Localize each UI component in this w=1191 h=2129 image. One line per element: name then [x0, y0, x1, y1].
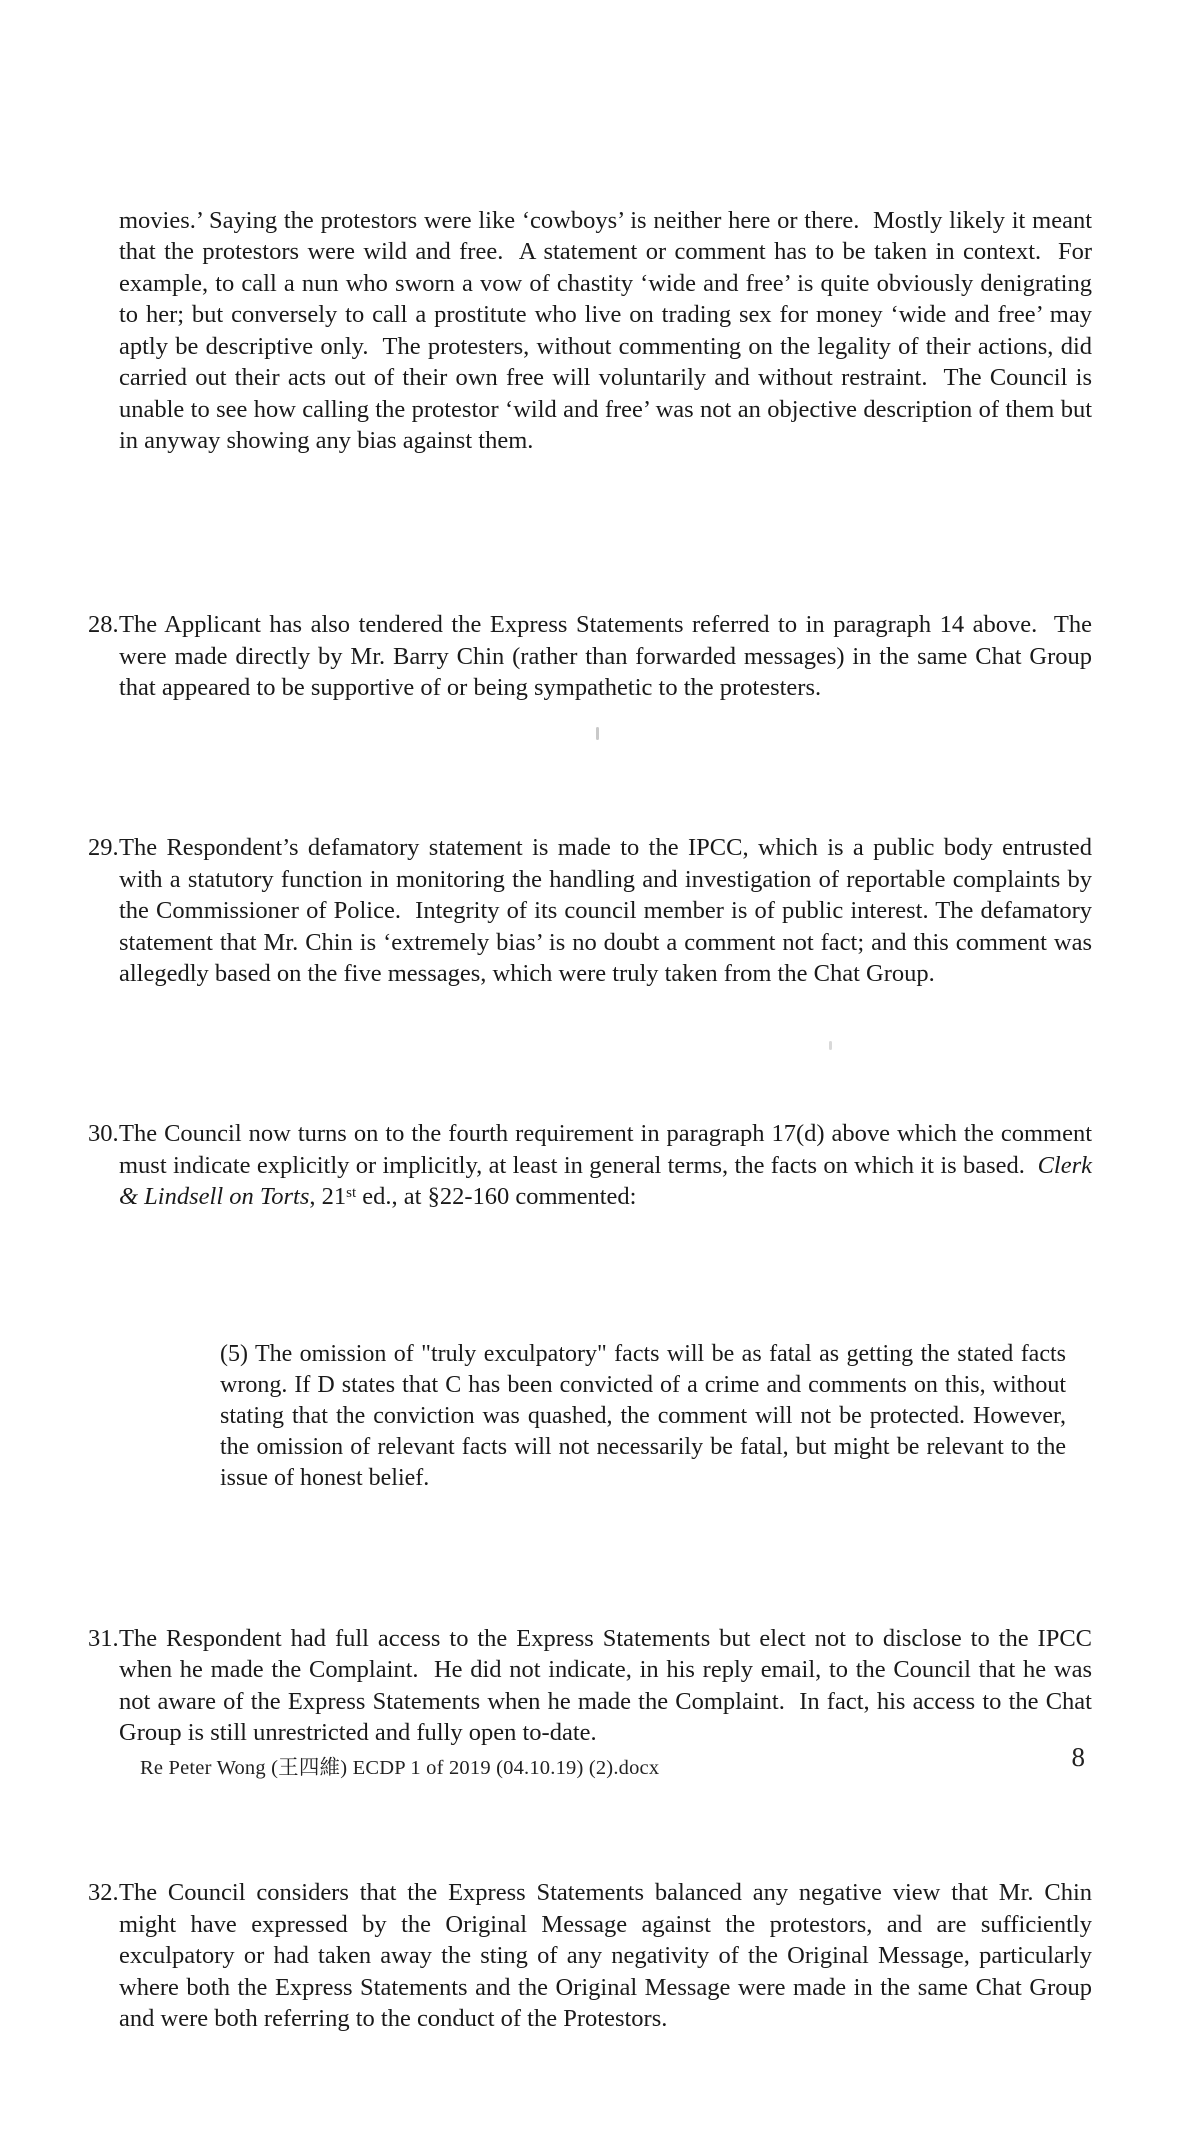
scan-artifact [596, 727, 599, 740]
paragraph-text-segment: ed., at §22-160 commented: [356, 1183, 637, 1210]
paragraph-text: The Respondent’s defamatory statement is made to the IPCC, which is a public body entrusted with a statutory function in monitoring the handling and investigation of reportable complaints by the Commissioner of Police. Integrity of its council member is of public interest. The defamatory statement that Mr. Chin is ‘extremely bias’ is no doubt a comment not fact; and this comment was allegedly based on the five messages, which were truly taken from the Chat Group. [119, 834, 1099, 987]
scan-artifact [829, 1041, 832, 1050]
case-citation-italic: Clerk & Lindsell on Torts [119, 1151, 1099, 1210]
paragraph-29 [88, 832, 1099, 990]
paragraph-31 [88, 1623, 1099, 1749]
document-body [88, 110, 1099, 2129]
paragraph-text [119, 1118, 1099, 1213]
paragraph-text: The Council considers that the Express Statements balanced any negative view that Mr. Chin might have expressed by the Original Message against the protestors, and are sufficiently exculpatory or had taken away the sting of any negativity of the Original Message, particularly where both the Express Statements and the Original Message were made in the same Chat Group and were both referring to the conduct of the Protestors. [119, 1879, 1099, 2032]
paragraph-continuation: movies.’ Saying the protestors were like ‘cowboys’ is neither here or there. Mostly likely it meant that the protestors were wild and free. A statement or comment has to be taken in context. For example, to call a nun who sworn a vow of chastity ‘wide and free’ is quite obviously denigrating to her; but conversely to call a prostitute who live on trading sex for money ‘wide and free’ may aptly be descriptive only. The protesters, without commenting on the legality of their actions, did carried out their acts out of their own free will voluntarily and without restraint. The Council is unable to see how calling the protestor ‘wild and free’ was not an objective description of them but in anyway showing any bias against them. [119, 206, 1099, 454]
paragraph-number: 30. [88, 1120, 119, 1147]
paragraph-text-segment: The Council now turns on to the fourth requirement in paragraph 17(d) above which the comment must indicate explicitly or implicitly, at least in general terms, the facts on which it is based. [119, 1120, 1099, 1179]
paragraph-number: 31. [88, 1624, 119, 1652]
footer-document-reference: Re Peter Wong (王四維) ECDP 1 of 2019 (04.10.19) (2).docx [140, 1757, 660, 1779]
paragraph-number: 28. [88, 611, 119, 638]
ordinal-superscript: st [346, 1185, 357, 1201]
paragraph-number: 29. [88, 834, 119, 861]
paragraph-28 [88, 609, 1099, 704]
paragraph-30 [88, 1118, 1099, 1213]
paragraph-text: The Respondent had full access to the Express Statements but elect not to disclose to the IPCC when he made the Complaint. He did not indicate, in his reply email, to the Council that he was not aware of the Express Statements when he made the Complaint. In fact, his access to the Chat Group is still unrestricted and fully open to-date. [119, 1624, 1099, 1746]
paragraph-number: 32. [88, 1879, 119, 1906]
paragraph-32 [88, 1877, 1099, 2035]
block-quote: (5) The omission of "truly exculpatory" facts will be as fatal as getting the stated facts wrong. If D states that C has been convicted of a crime and comments on this, without stating that the conviction was quashed, the comment will not be protected. However, the omission of relevant facts will not necessarily be fatal, but might be relevant to the issue of honest belief. [220, 1341, 1072, 1491]
page-number: 8 [1071, 1742, 1085, 1772]
paragraph-text: The Applicant has also tendered the Express Statements referred to in paragraph 14 above. The were made directly by Mr. Barry Chin (rather than forwarded messages) in the same Chat Group that appeared to be supportive of or being sympathetic to the protesters. [119, 611, 1099, 701]
paragraph-text-segment: , 21 [309, 1183, 347, 1210]
